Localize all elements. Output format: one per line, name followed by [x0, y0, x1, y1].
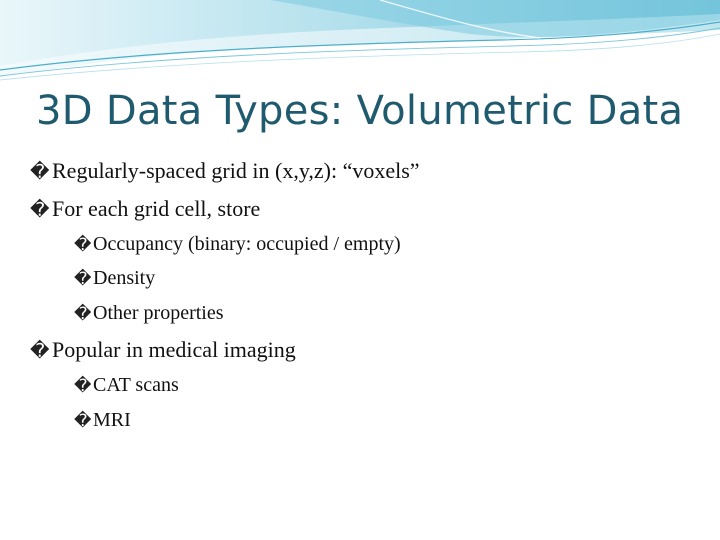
bullet-text: For each grid cell, store	[52, 196, 261, 221]
bullet-text: MRI	[93, 409, 131, 431]
bullet-icon: �	[74, 235, 92, 255]
bullet-text: Other properties	[93, 302, 224, 324]
bullet-icon: �	[30, 161, 50, 183]
bullet-icon: �	[30, 340, 50, 362]
bullet-text: Density	[93, 267, 156, 289]
bullet-text: Regularly-spaced grid in (x,y,z): “voxels”	[52, 158, 420, 183]
bullet-item	[30, 158, 420, 184]
bullet-text: CAT scans	[93, 374, 179, 396]
bullet-icon: �	[74, 376, 92, 396]
sub-bullet-item	[74, 267, 155, 290]
bullet-text: Popular in medical imaging	[52, 337, 296, 362]
bullet-item	[30, 337, 296, 363]
sub-bullet-item	[74, 233, 401, 256]
slide-title: 3D Data Types: Volumetric Data	[36, 88, 684, 134]
sub-bullet-item	[74, 409, 131, 432]
bullet-icon: �	[74, 411, 92, 431]
bullet-icon: �	[74, 269, 92, 289]
sub-bullet-item	[74, 374, 179, 397]
bullet-item	[30, 196, 260, 222]
bullet-text: Occupancy (binary: occupied / empty)	[93, 233, 401, 255]
bullet-icon: �	[74, 304, 92, 324]
sub-bullet-item	[74, 302, 224, 325]
bullet-icon: �	[30, 199, 50, 221]
